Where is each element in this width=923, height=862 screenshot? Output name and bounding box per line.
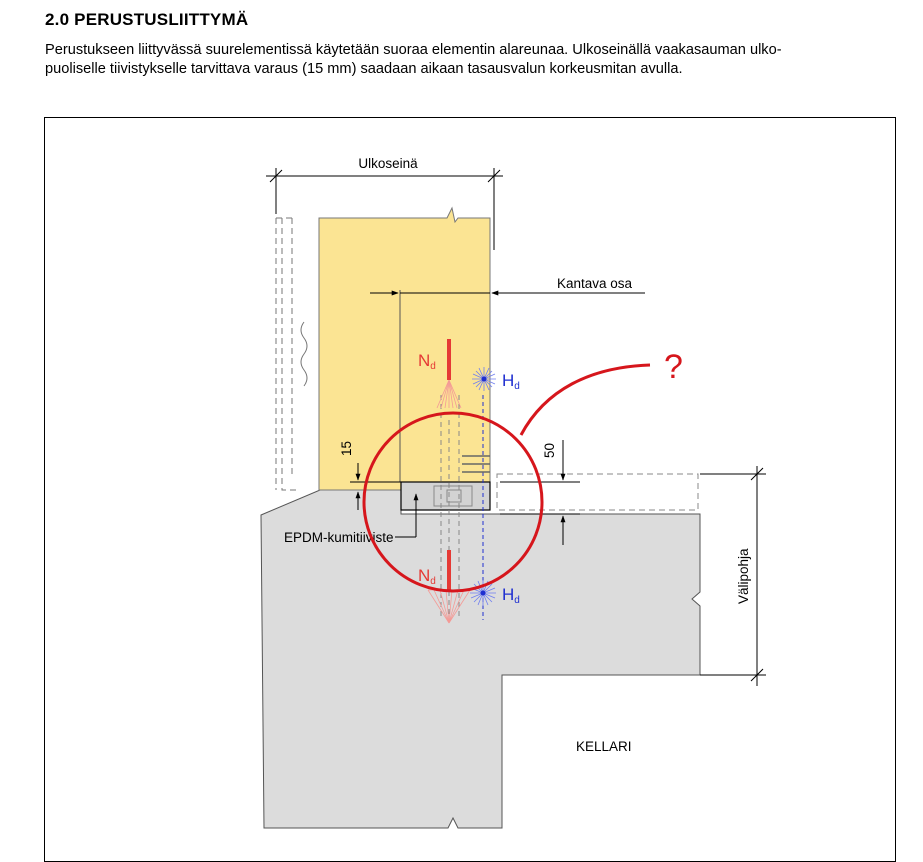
label-hd-lower: Hd: [502, 585, 520, 606]
label-nd-upper: Nd: [418, 351, 436, 372]
intro-line-1: Perustukseen liittyvässä suurelementissä käytetään suoraa elementin alareunaa. Ulkoseinällä vaakasauman ulko-: [45, 42, 782, 58]
intro-line-2: puoliselle tiivistykselle tarvittava varaus (15 mm) saadaan aikaan tasausvalun korkeusmitan avulla.: [45, 61, 683, 77]
label-kantava-osa: Kantava osa: [557, 276, 633, 291]
page-heading: 2.0 PERUSTUSLIITTYMÄ: [45, 10, 249, 29]
dim-15-value: 15: [339, 440, 354, 456]
label-hd-upper: Hd: [502, 371, 520, 392]
label-epdm: EPDM-kumitiiviste: [284, 530, 394, 545]
label-ulkoseina: Ulkoseinä: [358, 156, 418, 171]
annotation-question-mark: ?: [664, 348, 683, 386]
label-nd-lower: Nd: [418, 566, 436, 587]
cladding-outline: [276, 218, 300, 490]
label-valipohja: Välipohja: [736, 548, 751, 604]
dim-50-value: 50: [542, 442, 557, 458]
label-kellari: KELLARI: [576, 739, 632, 754]
slab-edge-outline: [497, 474, 698, 510]
dimension-valipohja: [700, 466, 766, 686]
annotation-curve: [521, 365, 650, 435]
